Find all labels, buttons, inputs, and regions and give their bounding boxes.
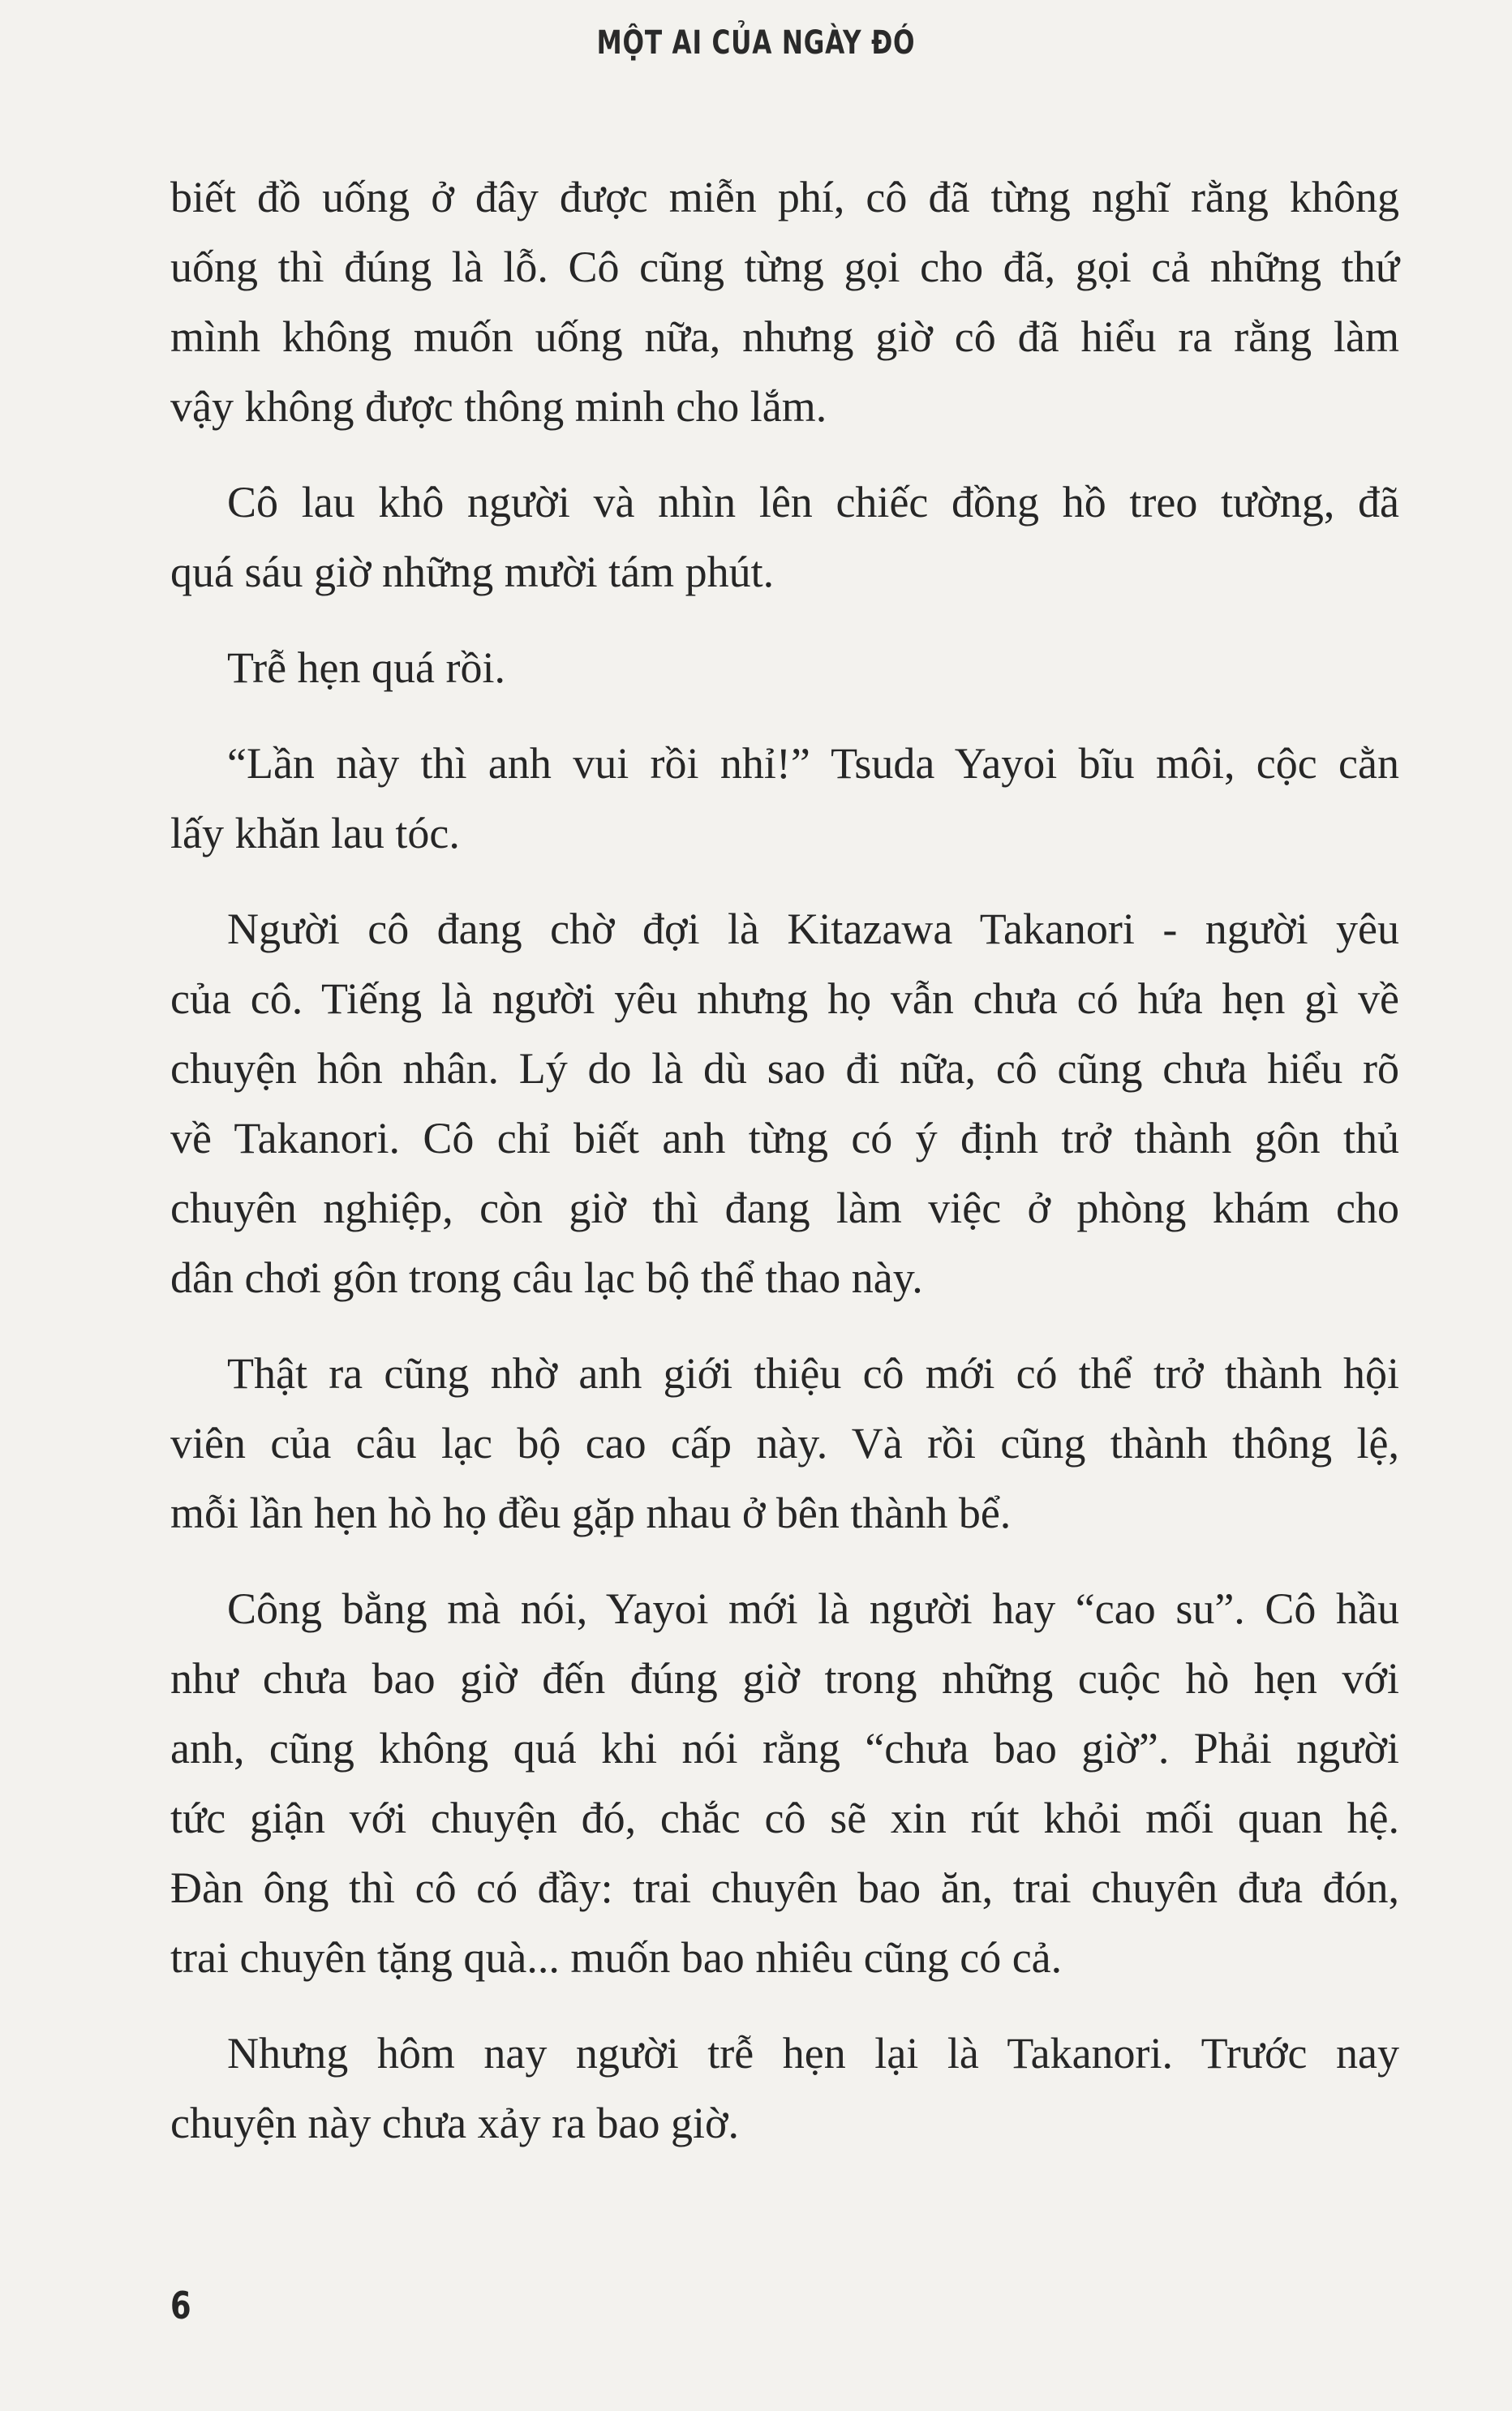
text-line: tức giận với chuyện đó, chắc cô sẽ xin rút khỏi mối quan hệ.	[170, 1794, 1399, 1842]
text-line: mỗi lần hẹn hò họ đều gặp nhau ở bên thành bể.	[170, 1489, 1012, 1537]
text-line: anh, cũng không quá khi nói rằng “chưa bao giờ”. Phải người	[170, 1724, 1399, 1773]
text-line: mình không muốn uống nữa, nhưng giờ cô đã hiểu ra rằng làm	[170, 312, 1399, 361]
text-line: chuyên nghiệp, còn giờ thì đang làm việc ở phòng khám cho	[170, 1184, 1399, 1232]
text-line: trai chuyên tặng quà... muốn bao nhiêu cũng có cả.	[170, 1933, 1063, 1982]
paragraph	[170, 633, 1399, 703]
text-line: “Lần này thì anh vui rồi nhỉ!” Tsuda Yayoi bĩu môi, cộc cằn	[227, 739, 1399, 788]
running-header: MỘT AI CỦA NGÀY ĐÓ	[596, 24, 916, 62]
text-line: chuyện hôn nhân. Lý do là dù sao đi nữa, cô cũng chưa hiểu rõ	[170, 1044, 1399, 1093]
text-line: quá sáu giờ những mười tám phút.	[170, 548, 775, 596]
text-line: uống thì đúng là lỗ. Cô cũng từng gọi cho đã, gọi cả những thứ	[170, 243, 1399, 291]
text-line: Người cô đang chờ đợi là Kitazawa Takanori - người yêu	[227, 905, 1399, 953]
text-line: lấy khăn lau tóc.	[170, 809, 460, 857]
paragraph	[170, 1574, 1399, 1992]
paragraph	[170, 728, 1399, 868]
page-body	[170, 162, 1399, 2184]
paragraph	[170, 467, 1399, 607]
text-line: vậy không được thông minh cho lắm.	[170, 382, 827, 431]
text-line: Nhưng hôm nay người trễ hẹn lại là Takanori. Trước nay	[227, 2029, 1399, 2078]
text-line: về Takanori. Cô chỉ biết anh từng có ý định trở thành gôn thủ	[170, 1114, 1399, 1163]
page-number: 6	[170, 2284, 191, 2327]
text-line: như chưa bao giờ đến đúng giờ trong những cuộc hò hẹn với	[170, 1654, 1399, 1703]
text-line: Trễ hẹn quá rồi.	[227, 643, 505, 692]
paragraph	[170, 1339, 1399, 1548]
text-line: Cô lau khô người và nhìn lên chiếc đồng hồ treo tường, đã	[227, 478, 1399, 526]
text-line: dân chơi gôn trong câu lạc bộ thể thao này.	[170, 1253, 923, 1302]
text-line: Thật ra cũng nhờ anh giới thiệu cô mới có thể trở thành hội	[227, 1349, 1399, 1398]
paragraph	[170, 162, 1399, 441]
text-line: của cô. Tiếng là người yêu nhưng họ vẫn chưa có hứa hẹn gì về	[170, 974, 1399, 1023]
text-line: biết đồ uống ở đây được miễn phí, cô đã từng nghĩ rằng không	[170, 173, 1399, 221]
text-line: viên của câu lạc bộ cao cấp này. Và rồi cũng thành thông lệ,	[170, 1419, 1399, 1468]
paragraph	[170, 2018, 1399, 2158]
paragraph	[170, 894, 1399, 1313]
text-line: Đàn ông thì cô có đầy: trai chuyên bao ăn, trai chuyên đưa đón,	[170, 1863, 1399, 1912]
text-line: chuyện này chưa xảy ra bao giờ.	[170, 2099, 740, 2147]
text-line: Công bằng mà nói, Yayoi mới là người hay “cao su”. Cô hầu	[227, 1584, 1399, 1633]
